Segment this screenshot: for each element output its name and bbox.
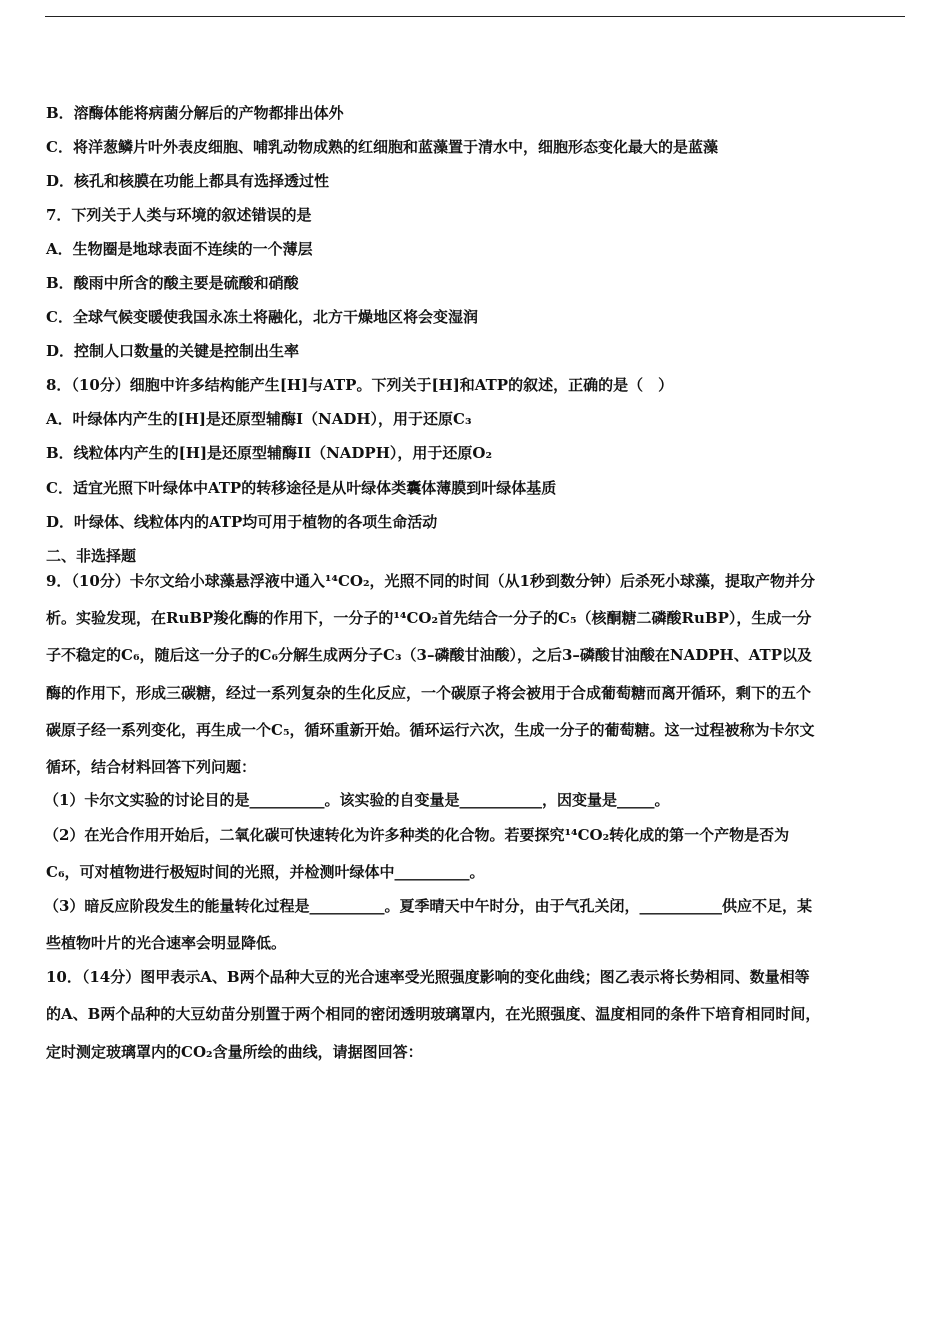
text-line: 酶的作用下，形成三碳糖，经过一系列复杂的生化反应，一个碳原子将会被用于合成葡萄糖而离开循环，剩下的五个 [46,684,812,702]
text-line: 9．（10分）卡尔文给小球藻悬浮液中通入¹⁴CO₂，光照不同的时间（从1秒到数分钟）后杀死小球藻，提取产物并分 [46,572,815,590]
text-line: （1）卡尔文实验的讨论目的是__________。该实验的自变量是___________，因变量是_____。 [44,791,670,809]
text-line: A．生物圈是地球表面不连续的一个薄层 [46,240,313,258]
text-line: 析。实验发现，在RuBP羧化酶的作用下，一分子的¹⁴CO₂首先结合一分子的C₅（核酮糖二磷酸RuBP），生成一分 [46,609,812,627]
text-line: 子不稳定的C₆，随后这一分子的C₆分解生成两分子C₃（3–磷酸甘油酸），之后3–磷酸甘油酸在NADPH、ATP以及 [46,646,812,664]
text-line: B．线粒体内产生的[H]是还原型辅酶II（NADPH），用于还原O₂ [46,444,493,462]
text-line: C．全球气候变暖使我国永冻土将融化，北方干燥地区将会变湿润 [46,308,478,326]
header-rule [45,16,905,17]
text-line: （3）暗反应阶段发生的能量转化过程是__________。夏季晴天中午时分，由于气孔关闭，___________供应不足，某 [44,897,812,915]
text-line: 8．（10分）细胞中许多结构能产生[H]与ATP。下列关于[H]和ATP的叙述，正确的是（ ） [46,376,674,394]
text-line: 碳原子经一系列变化，再生成一个C₅，循环重新开始。循环运行六次，生成一分子的葡萄糖。这一过程被称为卡尔文 [46,721,815,739]
text-line: C．适宜光照下叶绿体中ATP的转移途径是从叶绿体类囊体薄膜到叶绿体基质 [46,479,557,497]
text-line: C．将洋葱鳞片叶外表皮细胞、哺乳动物成熟的红细胞和蓝藻置于清水中，细胞形态变化最大的是蓝藻 [46,138,718,156]
text-line: D．控制人口数量的关键是控制出生率 [46,342,300,360]
text-line: 定时测定玻璃罩内的CO₂含量所绘的曲线，请据图回答： [46,1043,423,1061]
text-line: 的A、B两个品种的大豆幼苗分别置于两个相同的密闭透明玻璃罩内，在光照强度、温度相同的条件下培育相同时间， [46,1005,821,1023]
text-line: C₆，可对植物进行极短时间的光照，并检测叶绿体中__________。 [46,863,485,881]
text-line: 些植物叶片的光合速率会明显降低。 [46,934,287,952]
text-line: 10．（14分）图甲表示A、B两个品种大豆的光合速率受光照强度影响的变化曲线；图乙表示将长势相同、数量相等 [46,968,810,986]
text-line: D．核孔和核膜在功能上都具有选择透过性 [46,172,330,190]
text-line: B．酸雨中所含的酸主要是硫酸和硝酸 [46,274,299,292]
text-line: 二、非选择题 [46,547,137,565]
text-line: 循环，结合材料回答下列问题： [46,758,257,776]
text-line: （2）在光合作用开始后，二氧化碳可快速转化为许多种类的化合物。若要探究¹⁴CO₂转化成的第一个产物是否为 [44,826,790,844]
text-line: A．叶绿体内产生的[H]是还原型辅酶I（NADH），用于还原C₃ [46,410,472,428]
text-line: 7．下列关于人类与环境的叙述错误的是 [46,206,312,224]
text-line: D．叶绿体、线粒体内的ATP均可用于植物的各项生命活动 [46,513,438,531]
text-line: B．溶酶体能将病菌分解后的产物都排出体外 [46,104,344,122]
